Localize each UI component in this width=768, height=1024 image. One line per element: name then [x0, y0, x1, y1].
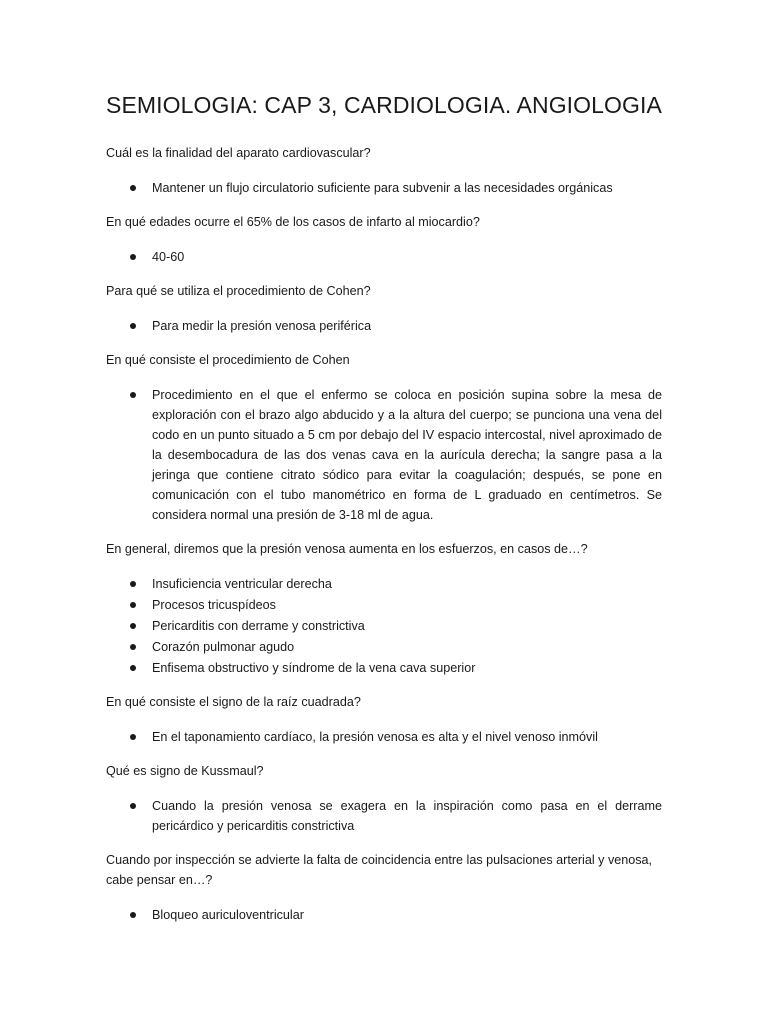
- qa-section: [106, 281, 662, 336]
- bullet-icon: [130, 665, 136, 671]
- answer-list: [106, 795, 662, 836]
- qa-section: [106, 692, 662, 747]
- answer-list: [106, 904, 662, 925]
- answer-item: [106, 904, 662, 925]
- answer-text: Insuficiencia ventricular derecha: [152, 576, 332, 591]
- qa-section: [106, 539, 662, 678]
- answer-text: Corazón pulmonar agudo: [152, 639, 295, 654]
- answer-list: [106, 246, 662, 267]
- answer-list: [106, 315, 662, 336]
- bullet-icon: [130, 392, 136, 398]
- answer-text: Procedimiento en el que el enfermo se coloca en posición supina sobre la mesa de exploración con el brazo algo abducido y a la altura del cuerpo; se punciona una vena del codo en un punto situado a 5 cm por debajo del IV espacio intercostal, nivel aproximado de la desembocadura de las dos venas cava en la aurícula derecha; la sangre pasa a la jeringa que contiene citrato sódico para evitar la coagulación; después, se pone en comunicación con el tubo manométrico en forma de L graduado en centímetros. Se considera normal una presión de 3-18 ml de agua.: [152, 387, 662, 522]
- bullet-icon: [130, 323, 136, 329]
- bullet-icon: [130, 581, 136, 587]
- answer-item: [106, 795, 662, 836]
- answer-list: [106, 177, 662, 198]
- answer-text: Para medir la presión venosa periférica: [152, 318, 372, 333]
- document-content: [106, 143, 662, 925]
- answer-item: [106, 657, 662, 678]
- qa-section: [106, 761, 662, 836]
- answer-item: [106, 246, 662, 267]
- page-title: SEMIOLOGIA: CAP 3, CARDIOLOGIA. ANGIOLOGIA: [106, 92, 662, 118]
- answer-text: Enfisema obstructivo y síndrome de la vena cava superior: [152, 660, 476, 675]
- answer-item: [106, 636, 662, 657]
- question-text: Cuál es la finalidad del aparato cardiovascular?: [106, 146, 371, 160]
- answer-item: [106, 615, 662, 636]
- question-text: En qué edades ocurre el 65% de los casos de infarto al miocardio?: [106, 215, 480, 229]
- qa-section: [106, 143, 662, 198]
- answer-item: [106, 573, 662, 594]
- answer-text: 40-60: [152, 249, 185, 264]
- answer-text: Pericarditis con derrame y constrictiva: [152, 618, 365, 633]
- bullet-icon: [130, 644, 136, 650]
- answer-text: Procesos tricuspídeos: [152, 597, 276, 612]
- bullet-icon: [130, 734, 136, 740]
- question-text: Qué es signo de Kussmaul?: [106, 764, 264, 778]
- qa-section: [106, 850, 662, 925]
- question-text: Cuando por inspección se advierte la falta de coincidencia entre las pulsaciones arterial y venosa, cabe pensar en…?: [106, 853, 653, 887]
- bullet-icon: [130, 602, 136, 608]
- question-text: En qué consiste el signo de la raíz cuadrada?: [106, 695, 361, 709]
- question-text: En qué consiste el procedimiento de Cohen: [106, 353, 350, 367]
- answer-list: [106, 573, 662, 678]
- bullet-icon: [130, 254, 136, 260]
- bullet-icon: [130, 912, 136, 918]
- answer-list: [106, 726, 662, 747]
- bullet-icon: [130, 185, 136, 191]
- answer-text: Cuando la presión venosa se exagera en la inspiración como pasa en el derrame pericárdico y pericarditis constrictiva: [152, 798, 662, 833]
- qa-section: [106, 350, 662, 525]
- bullet-icon: [130, 803, 136, 809]
- answer-text: Mantener un flujo circulatorio suficiente para subvenir a las necesidades orgánicas: [152, 180, 613, 195]
- question-text: En general, diremos que la presión venosa aumenta en los esfuerzos, en casos de…?: [106, 542, 588, 556]
- answer-text: Bloqueo auriculoventricular: [152, 907, 304, 922]
- answer-item: [106, 384, 662, 525]
- question-text: Para qué se utiliza el procedimiento de Cohen?: [106, 284, 371, 298]
- answer-list: [106, 384, 662, 525]
- qa-section: [106, 212, 662, 267]
- answer-text: En el taponamiento cardíaco, la presión venosa es alta y el nivel venoso inmóvil: [152, 729, 598, 744]
- answer-item: [106, 594, 662, 615]
- bullet-icon: [130, 623, 136, 629]
- answer-item: [106, 177, 662, 198]
- answer-item: [106, 315, 662, 336]
- answer-item: [106, 726, 662, 747]
